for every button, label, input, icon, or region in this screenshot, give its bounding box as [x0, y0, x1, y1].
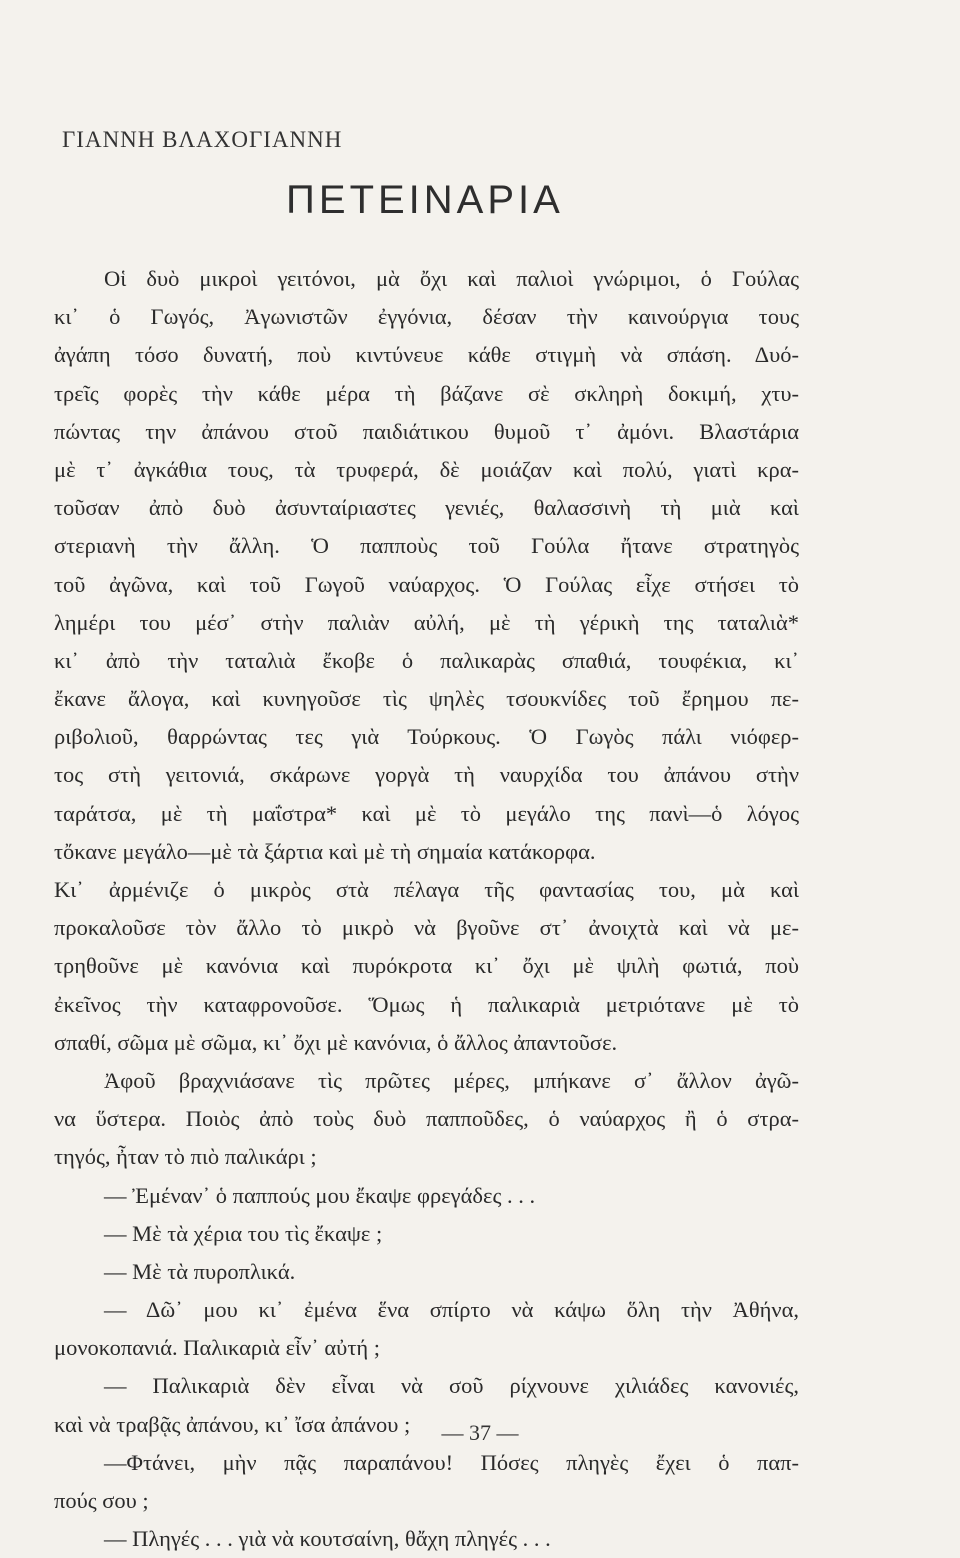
text-line: κι᾿ ἀπὸ τὴν ταταλιὰ ἔκοβε ὁ παλικαρὰς σπαθιά, τουφέκια, κι᾿: [54, 647, 799, 673]
text-line: ριβολιοῦ, θαρρώντας τες γιὰ Τούρκους. Ὁ Γωγὸς πάλι νιόφερ-: [54, 724, 799, 750]
dialogue-line: — Μὲ τὰ πυροπλικά.: [104, 1258, 296, 1284]
text-line: σπαθί, σῶμα μὲ σῶμα, κι᾿ ὄχι μὲ κανόνια, ὁ ἄλλος ἀπαντοῦσε.: [54, 1029, 618, 1055]
text-line: τρεῖς φορὲς τὴν κάθε μέρα τὴ βάζανε σὲ σκληρὴ δοκιμή, χτυ-: [54, 380, 799, 406]
text-line: προκαλοῦσε τὸν ἄλλο τὸ μικρὸ νὰ βγοῦνε στ᾿ ἀνοιχτὰ καὶ νὰ με-: [54, 915, 799, 941]
text-line: Οἱ δυὸ μικροὶ γειτόνοι, μὰ ὄχι καὶ παλιοὶ γνώριμοι, ὁ Γούλας: [104, 266, 799, 291]
text-line: ταράτσα, μὲ τὴ μαΐστρα* καὶ μὲ τὸ μεγάλο της πανὶ—ὁ λόγος: [54, 800, 799, 826]
text-line: τοῦ ἀγῶνα, καὶ τοῦ Γωγοῦ ναύαρχος. Ὁ Γούλας εἶχε στήσει τὸ: [54, 571, 799, 597]
text-line: καὶ νὰ τραβᾷς ἀπάνου, κι᾿ ἴσα ἀπάνου ;: [54, 1411, 411, 1437]
text-line: τος στὴ γειτονιά, σκάρωνε γοργὰ τὴ ναυρχίδα του ἀπάνου στὴν: [54, 762, 799, 788]
text-line: μονοκοπανιά. Παλικαριὰ εἶν᾿ αὐτή ;: [54, 1335, 380, 1361]
text-line: τηγός, ἦταν τὸ πιὸ παλικάρι ;: [54, 1144, 317, 1170]
dialogue-line: — Δῶ᾿ μου κι᾿ ἐμένα ἕνα σπίρτο νὰ κάψω ὅλη τὴν Ἀθήνα,: [104, 1297, 799, 1323]
dialogue-line: —Φτάνει, μὴν πᾷς παραπάνου! Πόσες πληγὲς ἔχει ὁ παπ-: [104, 1449, 799, 1475]
text-line: τρηθοῦνε μὲ κανόνια καὶ πυρόκροτα κι᾿ ὄχι μὲ ψιλὴ φωτιά, ποὺ: [54, 953, 799, 979]
text-line: κι᾿ ὁ Γωγός, Ἀγωνιστῶν ἐγγόνια, δέσαν τὴν καινούργια τους: [54, 304, 799, 330]
text-line: ἀγάπη τόσο δυνατή, ποὺ κιντύνευε κάθε στιγμὴ νὰ σπάση. Δυό-: [54, 342, 799, 368]
text-line: στεριανὴ τὴν ἄλλη. Ὁ παπποὺς τοῦ Γούλα ἤτανε στρατηγὸς: [54, 533, 799, 559]
text-line: λημέρι του μέσ᾿ στὴν παλιὰν αὐλή, μὲ τὴ γέρικὴ της ταταλιὰ*: [54, 609, 799, 635]
text-line: Ἀφοῦ βραχνιάσανε τὶς πρῶτες μέρες, μπήκανε σ᾿ ἄλλον ἀγῶ-: [104, 1067, 799, 1093]
text-line: να ὕστερα. Ποιὸς ἀπὸ τοὺς δυὸ παπποῦδες, ὁ ναύαρχος ἢ ὁ στρα-: [54, 1106, 799, 1132]
text-line: πώντας την ἀπάνου στοῦ παιδιάτικου θυμοῦ τ᾿ ἀμόνι. Βλαστάρια: [54, 418, 799, 444]
dialogue-line: — Πληγές . . . γιὰ νὰ κουτσαίνη, θἄχη πληγές . . .: [104, 1526, 551, 1552]
dialogue-line: — Ἐμέναν᾿ ὁ παππούς μου ἔκαψε φρεγάδες . . .: [104, 1182, 536, 1208]
text-line: τὄκανε μεγάλο—μὲ τὰ ξάρτια καὶ μὲ τὴ σημαία κατάκορφα.: [54, 838, 596, 864]
text-line: μὲ τ᾿ ἀγκάθια τους, τὰ τρυφερά, δὲ μοιάζαν καὶ πολύ, γιατὶ κρα-: [54, 456, 799, 482]
text-line: πούς σου ;: [54, 1488, 149, 1513]
page-number: — 37 —: [441, 1420, 519, 1445]
author-name: ΓΙΑΝΝΗ ΒΛΑΧΟΓΙΑΝΝΗ: [62, 127, 343, 152]
text-line: Κι᾿ ἀρμένιζε ὁ μικρὸς στὰ πέλαγα τῆς φαντασίας του, μὰ καὶ: [54, 877, 799, 902]
story-text: [54, 260, 799, 1558]
dialogue-line: — Μὲ τὰ χέρια του τὶς ἔκαψε ;: [104, 1220, 383, 1246]
page-title: ΠΕΤΕΙΝΑΡΙΑ: [286, 178, 564, 222]
text-line: ἔκανε ἄλογα, καὶ κυνηγοῦσε τὶς ψηλὲς τσουκνίδες τοῦ ἔρημου πε-: [54, 686, 799, 712]
text-line: ἐκεῖνος τὴν καταφρονοῦσε. Ὅμως ἡ παλικαριὰ μετριότανε μὲ τὸ: [54, 991, 799, 1017]
dialogue-line: — Παλικαριὰ δὲν εἶναι νὰ σοῦ ρίχνουνε χιλιάδες κανονιές,: [104, 1373, 799, 1399]
text-line: τοῦσαν ἀπὸ δυὸ ἀσυνταίριαστες γενιές, θαλασσινὴ τὴ μιὰ καὶ: [54, 495, 799, 521]
